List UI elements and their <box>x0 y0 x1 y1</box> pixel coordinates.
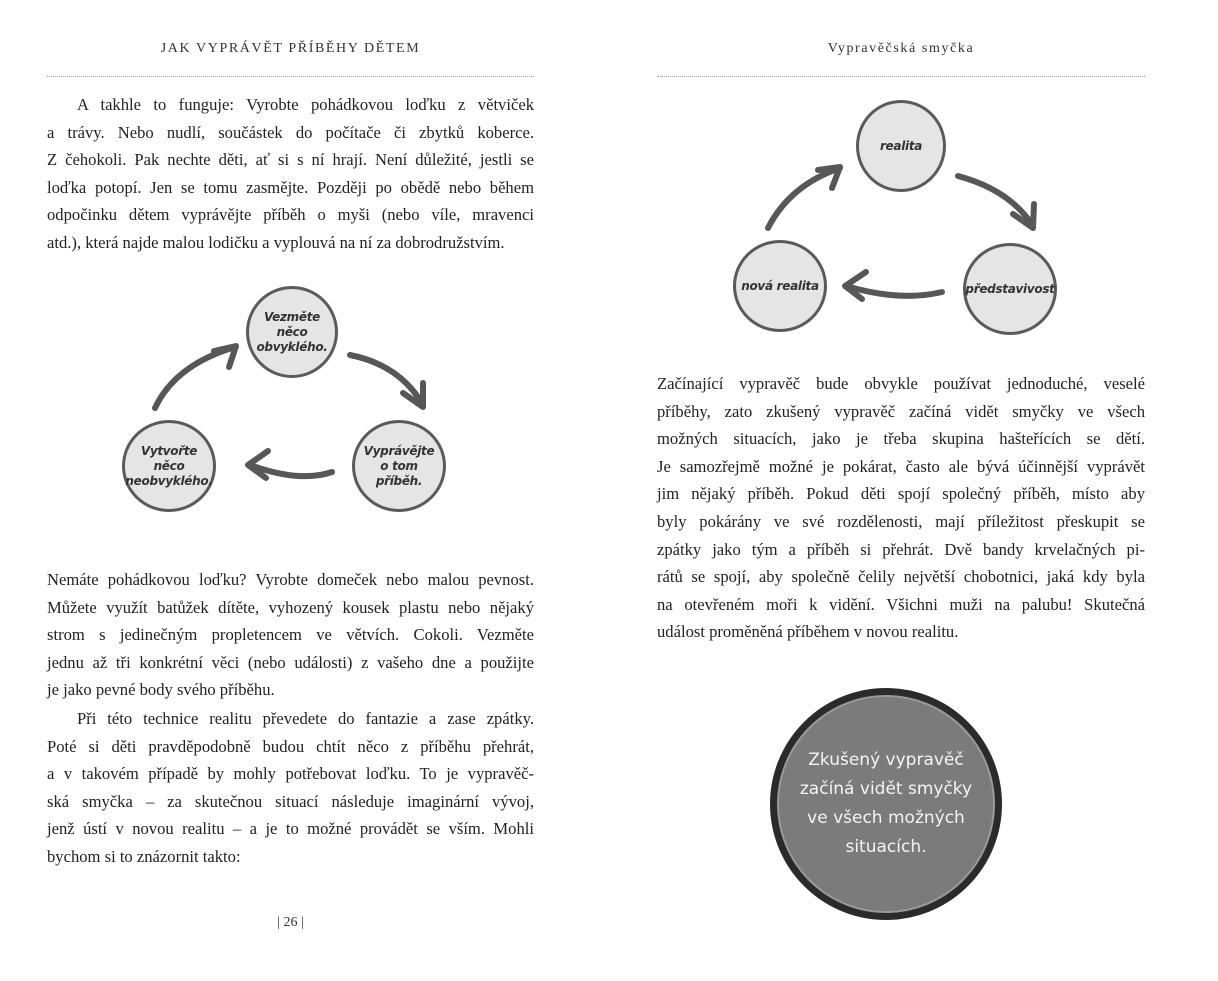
text-line: atd.), která najde malou lodičku a vyplouvá na ní za dobrodružstvím. <box>47 232 505 252</box>
text-line: ská smyčka – za skutečnou situací následuje imaginární vývoj, <box>47 791 534 811</box>
cycle-node-new-reality <box>733 240 827 332</box>
right-cycle-diagram <box>0 0 1218 360</box>
text-line: Začínající vypravěč bude obvykle používat jednoduché, veselé <box>657 374 1145 393</box>
paragraph-1 <box>657 370 1145 646</box>
node-text: příběh. <box>375 473 423 488</box>
text-line: příběhy, zato zkušený vypravěč začíná vidět smyčky ve všech <box>657 401 1145 421</box>
text-line: jednu až tři konkrétní věci (nebo události) z vašeho dne a použijte <box>47 652 534 672</box>
text-line: na otevřeném moři k vidění. Všichni muži na palubu! Skutečná <box>657 594 1145 614</box>
quote-line: ve všech možných <box>807 808 965 828</box>
text-line: Poté si děti pravděpodobně budou chtít něco z příběhu přehrát, <box>47 736 534 756</box>
quote-line: situacích. <box>845 837 927 857</box>
node-text: představivost <box>965 281 1055 296</box>
node-text: něco <box>276 324 308 339</box>
text-line: událost proměněná příběhem v novou realitu. <box>657 622 959 642</box>
cycle-node-reality <box>856 100 946 192</box>
page-number: | 26 | <box>277 915 304 930</box>
text-line: možných situacích, jako je třeba skupina hašteřících se dětí. <box>657 429 1145 449</box>
cycle-node-story <box>352 420 446 512</box>
text-line: strom s jedinečným propletencem ve větvích. Cokoli. Vezměte <box>47 625 534 645</box>
text-line: Můžete využít batůžek dítěte, vyhozený kousek plastu nebo nějaký <box>47 597 534 617</box>
text-line: Je samozřejmě možné je pokárat, často ale bývá účinnější vyprávět <box>657 456 1145 476</box>
text-line: byly pokárány ve své rozdělenosti, mají příležitost přeskupit se <box>657 511 1145 531</box>
text-line: odpočinku dětem vyprávějte příběh o myši (nebo víle, mravenci <box>47 205 534 225</box>
node-text: obvyklého. <box>256 339 328 354</box>
text-line: a trávy. Nebo nudlí, součástek do počítače či zbytků koberce. <box>47 122 534 142</box>
node-text: Vezměte <box>264 309 320 324</box>
text-line: jim nějaký příběh. Pokud děti spojí společný příběh, místo aby <box>657 484 1145 504</box>
quote-line: začíná vidět smyčky <box>799 779 973 799</box>
text-line: Z čehokoli. Pak nechte děti, ať si s ní hrají. Není důležité, jestli se <box>47 150 534 170</box>
text-line: Nemáte pohádkovou loďku? Vyrobte domeček nebo malou pevnost. <box>47 570 534 589</box>
node-text: o tom <box>380 458 418 473</box>
node-text: Vyprávějte <box>363 443 435 458</box>
node-text: nová realita <box>741 278 819 293</box>
node-text: něco <box>153 458 185 473</box>
text-line: A takhle to funguje: Vyrobte pohádkovou loďku z větviček <box>77 95 534 114</box>
cycle-node-unusual <box>122 420 216 512</box>
text-line: a v takovém případě by mohly potřebovat loďku. To je vypravěč- <box>47 764 534 784</box>
text-line: rátů se spojí, aby společně čelily největší chobotnici, jaká kdy byla <box>657 567 1145 587</box>
text-line: jenž ústí v novou realitu – a je to možné provádět se vším. Mohli <box>47 819 534 839</box>
text-line: bychom si to znázornit takto: <box>47 846 241 866</box>
paragraph-3 <box>47 705 534 871</box>
pull-quote-circle <box>770 688 1002 920</box>
node-text: realita <box>879 138 923 153</box>
running-head: JAK VYPRÁVĚT PŘÍBĚHY DĚTEM <box>160 41 421 56</box>
text-line: je jako pevné body svého příběhu. <box>47 680 275 700</box>
node-text: neobvyklého. <box>125 473 213 488</box>
running-head: Vypravěčská smyčka <box>827 41 975 56</box>
cycle-node-imagination <box>963 243 1057 335</box>
quote-line: Zkušený vypravěč <box>808 750 964 770</box>
node-text: Vytvořte <box>140 443 198 458</box>
text-line: Při této technice realitu převedete do fantazie a zase zpátky. <box>77 709 534 728</box>
text-line: zpátky jako tým a příběh si přehrát. Dvě bandy krvelačných pi- <box>657 539 1145 559</box>
paragraph-2 <box>47 566 534 704</box>
text-line: loďka potopí. Jen se tomu zasmějte. Později po obědě nebo během <box>47 177 534 197</box>
